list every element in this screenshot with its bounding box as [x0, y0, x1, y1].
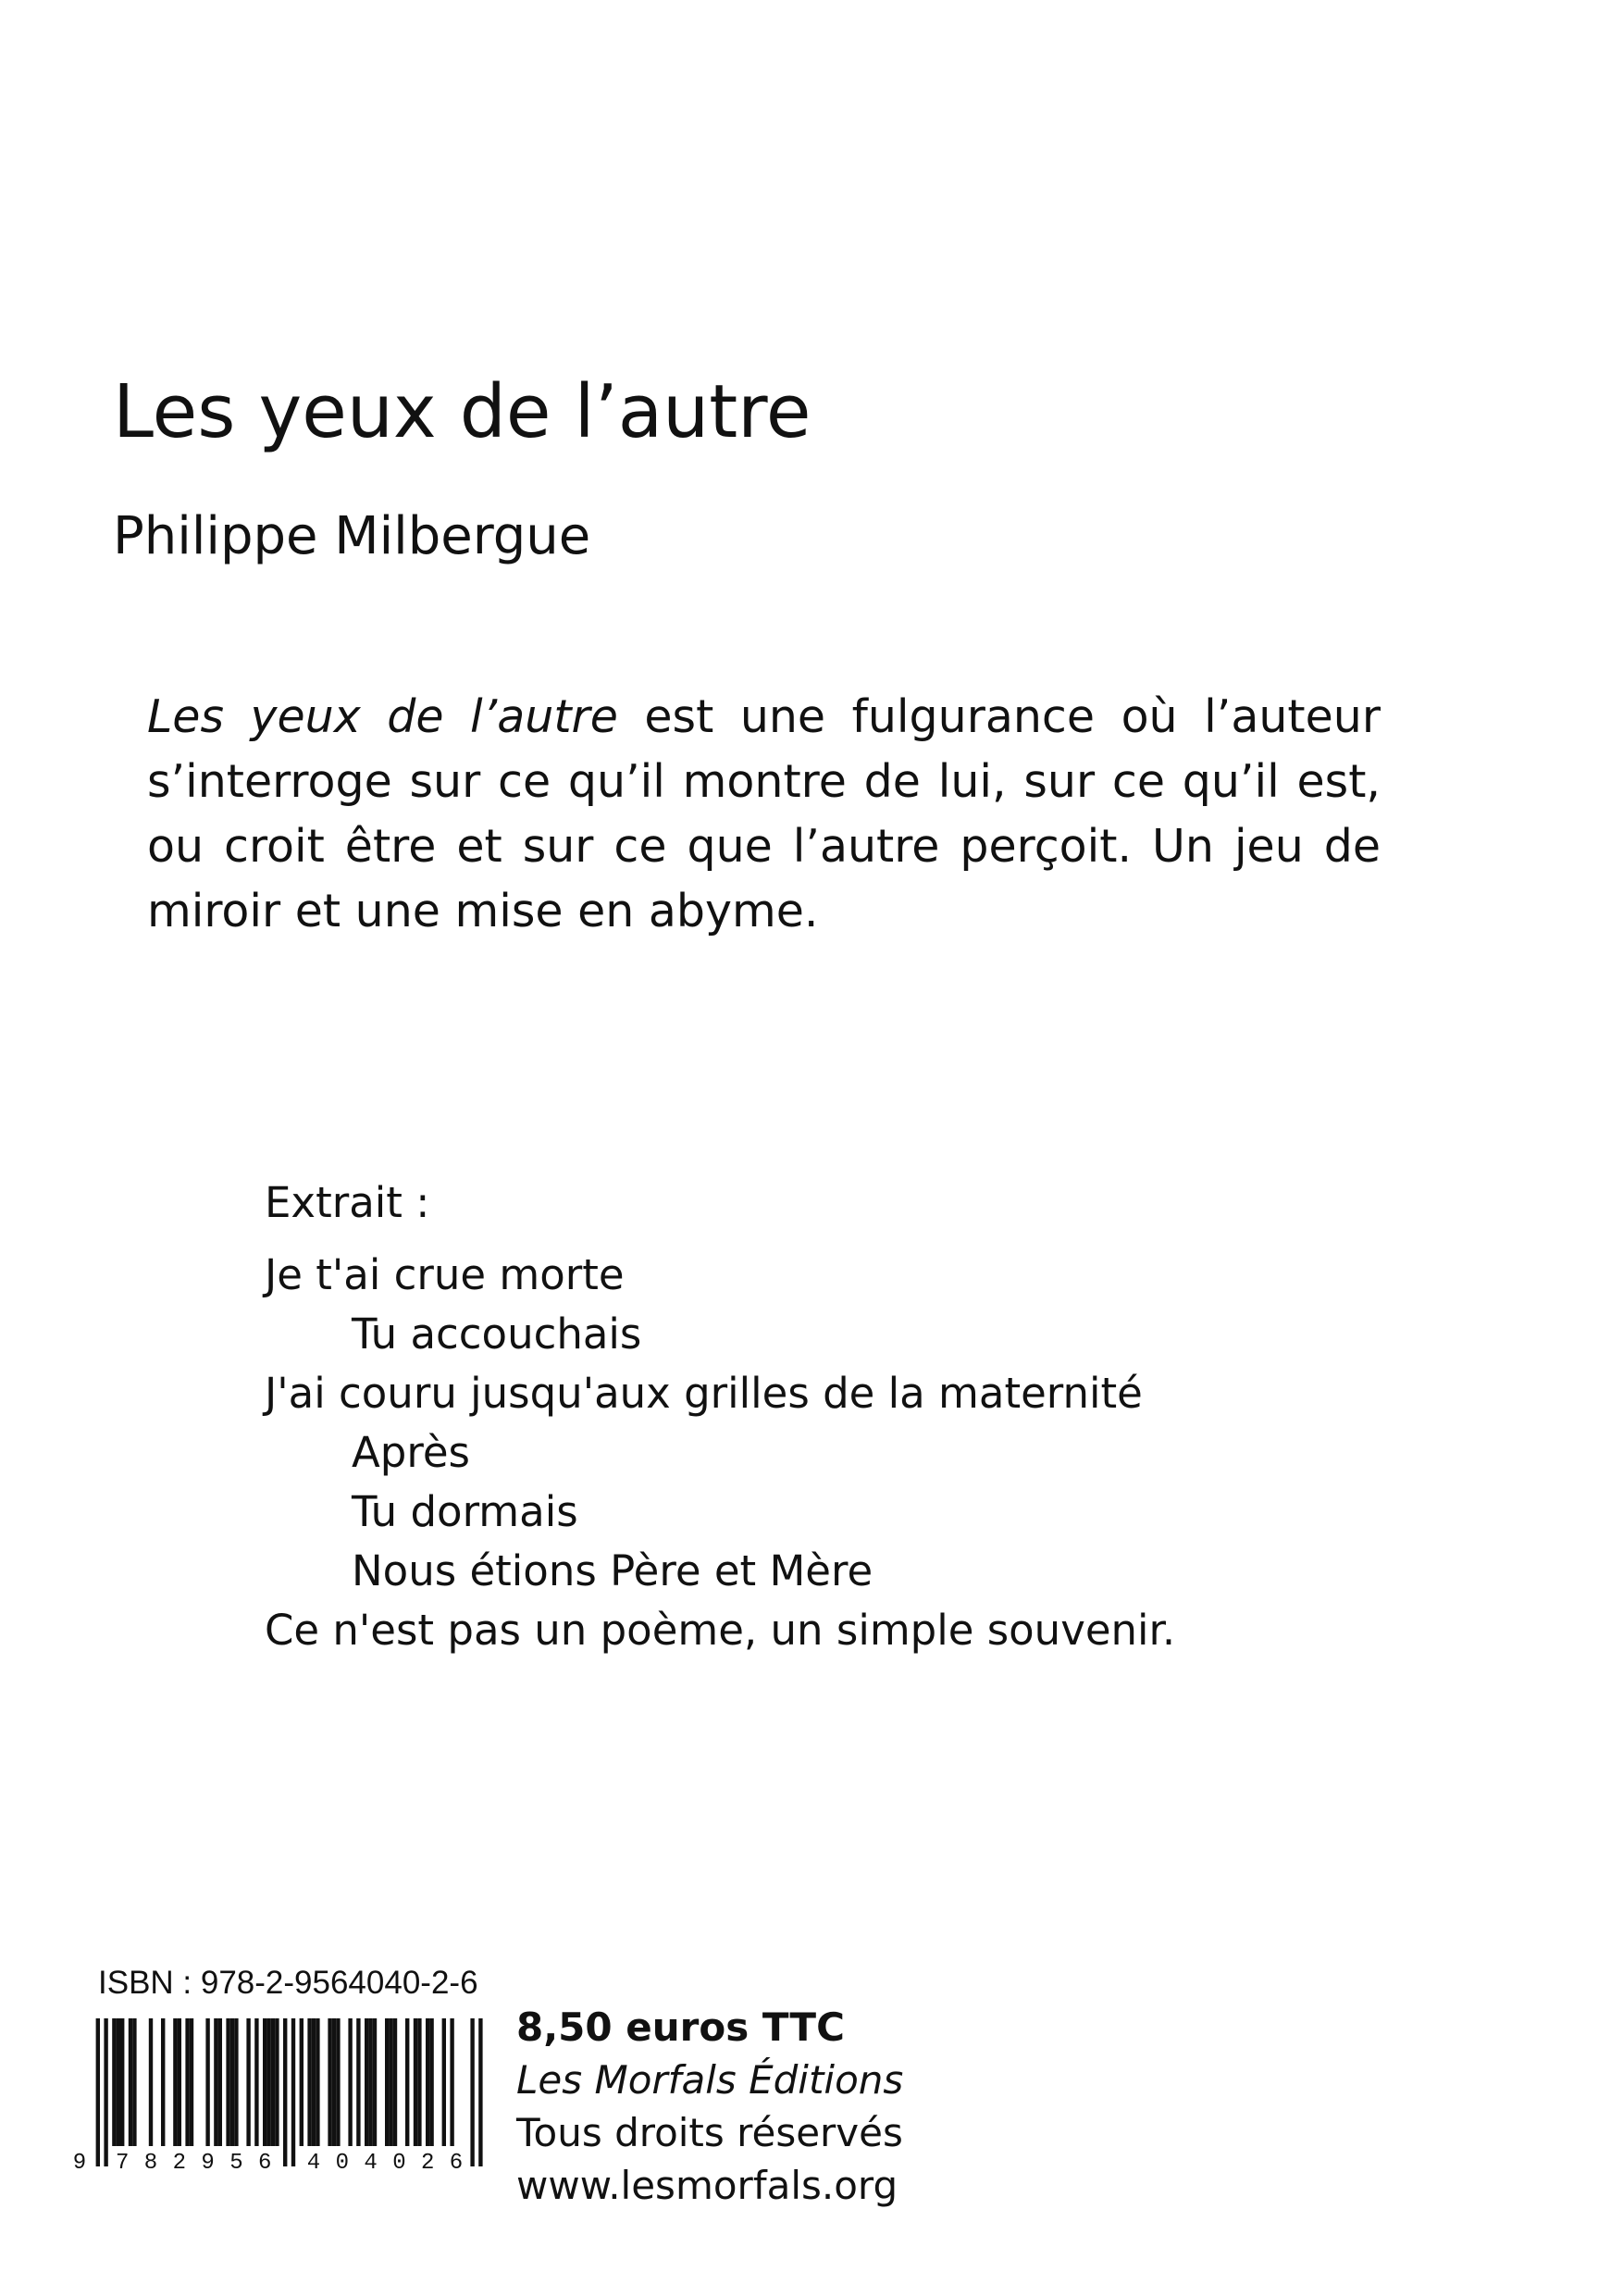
barcode-bar [328, 2018, 331, 2146]
barcode-bar [442, 2018, 446, 2146]
barcode-bar [414, 2018, 417, 2146]
blurb-title-italic: Les yeux de l’autre [147, 690, 618, 743]
barcode-digit: 6 [449, 2151, 464, 2175]
isbn-label: ISBN : 978-2-9564040-2-6 [98, 1965, 478, 2001]
barcode-bar [226, 2018, 229, 2146]
barcode-bar [478, 2018, 482, 2166]
barcode-bar [291, 2018, 295, 2166]
barcode-bar [450, 2018, 453, 2146]
barcode-bar [112, 2018, 116, 2146]
excerpt-label: Extrait : [265, 1178, 430, 1227]
barcode-bar [205, 2018, 209, 2146]
barcode-bar [365, 2018, 368, 2146]
barcode-bar [275, 2018, 279, 2146]
barcode-bar [368, 2018, 372, 2146]
barcode-bar [426, 2018, 429, 2146]
poem-line: Nous étions Père et Mère [352, 1546, 873, 1595]
excerpt [265, 1173, 1175, 1660]
barcode-digit: 2 [172, 2151, 187, 2175]
barcode-bar [178, 2018, 181, 2146]
barcode-digit: 4 [364, 2151, 378, 2175]
barcode-digit: 9 [72, 2151, 87, 2175]
barcode-digit: 8 [143, 2151, 158, 2175]
website-link[interactable]: www.lesmorfals.org [516, 2163, 898, 2208]
barcode-bar [104, 2018, 107, 2166]
poem-line: Après [352, 1428, 470, 1477]
poem-line: J'ai couru jusqu'aux grilles de la maternité [265, 1369, 1143, 1418]
barcode-bar [405, 2018, 409, 2146]
barcode-bar [373, 2018, 377, 2146]
poem-line: Ce n'est pas un poème, un simple souvenir. [265, 1606, 1176, 1655]
barcode-bar [266, 2018, 270, 2146]
barcode-bar [336, 2018, 340, 2146]
poem-line: Tu dormais [352, 1487, 578, 1536]
barcode-bar [117, 2018, 120, 2146]
barcode-bar [132, 2018, 136, 2146]
barcode-digit: 2 [420, 2151, 435, 2175]
book-author: Philippe Milbergue [113, 506, 591, 566]
imprint [516, 2001, 903, 2212]
barcode-bar [393, 2018, 397, 2146]
barcode-bar [470, 2018, 474, 2166]
barcode-digit: 9 [201, 2151, 215, 2175]
barcode-bar [283, 2018, 287, 2166]
barcode-bar [385, 2018, 389, 2146]
blurb-text: est une fulgurance où l’auteur s’interroge sur ce qu’il montre de lui, sur ce qu’il est, ou croit être et sur ce que l’autre perçoit. Un jeu de miroir et une mise en abyme. [147, 690, 1381, 937]
publisher-name: Les Morfals Éditions [516, 2057, 904, 2103]
poem-line: Je t'ai crue morte [265, 1250, 625, 1299]
barcode-bar [96, 2018, 100, 2166]
rights-notice: Tous droits réservés [516, 2110, 903, 2155]
barcode-bar [263, 2018, 266, 2146]
barcode-digit: 5 [229, 2151, 243, 2175]
barcode-bar [214, 2018, 217, 2146]
barcode-bar [185, 2018, 189, 2146]
barcode-bar [429, 2018, 433, 2146]
barcode-digit: 6 [257, 2151, 272, 2175]
poem-line: Tu accouchais [352, 1309, 642, 1359]
barcode-bar [161, 2018, 165, 2146]
barcode-bar [254, 2018, 258, 2146]
barcode-bar [348, 2018, 352, 2146]
barcode-bar [300, 2018, 304, 2146]
barcode-graphic [59, 2013, 485, 2175]
barcode-bar [230, 2018, 234, 2146]
barcode-bar [190, 2018, 193, 2146]
barcode-bar [332, 2018, 336, 2146]
barcode-digit: 0 [335, 2151, 350, 2175]
book-blurb [147, 685, 1381, 944]
barcode-bar [316, 2018, 319, 2146]
barcode-bar [149, 2018, 153, 2146]
barcode-bar [271, 2018, 275, 2146]
barcode-bar [307, 2018, 311, 2146]
barcode-bar [129, 2018, 132, 2146]
barcode-bar [234, 2018, 238, 2146]
barcode-bar [120, 2018, 124, 2146]
price: 8,50 euros TTC [516, 2004, 845, 2050]
barcode-bar [246, 2018, 250, 2146]
barcode [59, 2013, 485, 2175]
barcode-bar [417, 2018, 421, 2146]
barcode-digit: 4 [306, 2151, 321, 2175]
barcode-bar [312, 2018, 316, 2146]
barcode-digit: 0 [392, 2151, 406, 2175]
barcode-bar [218, 2018, 222, 2146]
barcode-digit: 7 [115, 2151, 130, 2175]
barcode-bar [356, 2018, 360, 2146]
barcode-bar [389, 2018, 392, 2146]
barcode-bar [173, 2018, 177, 2146]
book-title: Les yeux de l’autre [113, 369, 812, 454]
